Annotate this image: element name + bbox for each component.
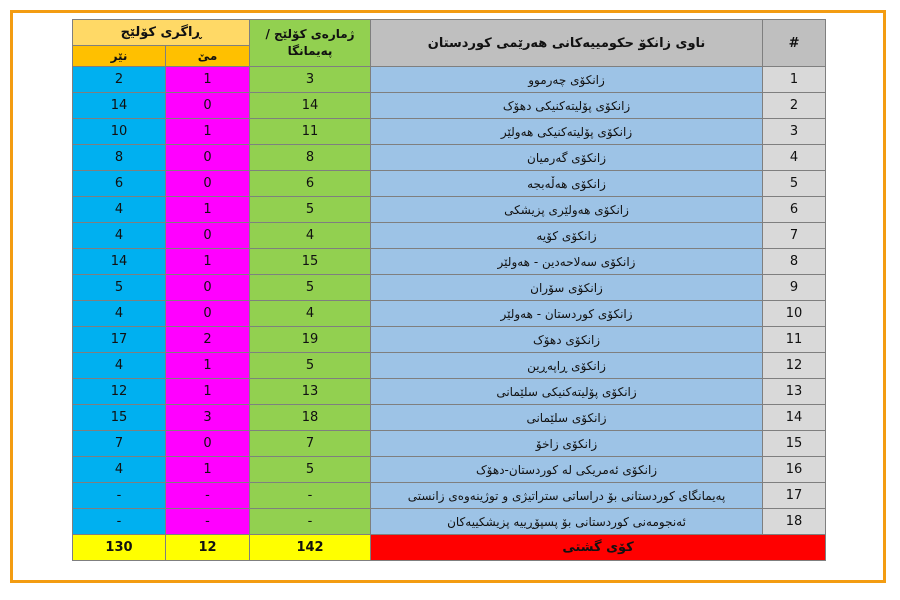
university-name-cell: زانکۆی سلێمانی [371, 405, 763, 431]
row-number-cell: 8 [763, 249, 826, 275]
table-row [73, 431, 826, 457]
female-cell: 0 [166, 171, 250, 197]
male-cell: 4 [73, 197, 166, 223]
table-row [73, 223, 826, 249]
row-number-cell: 10 [763, 301, 826, 327]
row-number-cell: 18 [763, 509, 826, 535]
male-cell: 4 [73, 301, 166, 327]
female-cell: 0 [166, 93, 250, 119]
row-number-cell: 17 [763, 483, 826, 509]
count-cell: 3 [250, 67, 371, 93]
count-cell: 15 [250, 249, 371, 275]
totals-row [73, 535, 826, 561]
table-row [73, 119, 826, 145]
row-number-cell: 3 [763, 119, 826, 145]
female-cell: 0 [166, 223, 250, 249]
row-number-cell: 2 [763, 93, 826, 119]
male-cell: 17 [73, 327, 166, 353]
row-number-cell: 15 [763, 431, 826, 457]
female-cell: - [166, 483, 250, 509]
row-number-cell: 1 [763, 67, 826, 93]
male-cell: 4 [73, 353, 166, 379]
table-row [73, 301, 826, 327]
table-row [73, 457, 826, 483]
university-name-cell: زانکۆی دهۆک [371, 327, 763, 353]
row-number-cell: 16 [763, 457, 826, 483]
university-name-cell: زانکۆی پۆلیتەکنیکی هەولێر [371, 119, 763, 145]
table-row [73, 405, 826, 431]
university-name-cell: زانکۆی ڕاپەڕین [371, 353, 763, 379]
university-name-cell: زانکۆی کوردستان - هەولێر [371, 301, 763, 327]
female-cell: 1 [166, 67, 250, 93]
female-cell: 0 [166, 431, 250, 457]
female-cell: 1 [166, 249, 250, 275]
female-cell: 1 [166, 457, 250, 483]
female-cell: 1 [166, 379, 250, 405]
count-cell: 19 [250, 327, 371, 353]
count-cell: 11 [250, 119, 371, 145]
male-cell: 10 [73, 119, 166, 145]
university-name-cell: زانکۆی پۆلیتەکنیکی سلێمانی [371, 379, 763, 405]
university-name-cell: زانکۆی پۆلیتەکنیکی دهۆک [371, 93, 763, 119]
total-label: کۆی گشتی [371, 535, 826, 561]
university-name-cell: زانکۆی کۆیە [371, 223, 763, 249]
count-cell: 5 [250, 457, 371, 483]
count-cell: 4 [250, 223, 371, 249]
table-row [73, 327, 826, 353]
count-cell: 4 [250, 301, 371, 327]
male-cell: - [73, 483, 166, 509]
university-name-cell: زانکۆی سەلاحەدین - هەولێر [371, 249, 763, 275]
female-cell: 0 [166, 301, 250, 327]
table-row [73, 171, 826, 197]
row-number-cell: 11 [763, 327, 826, 353]
male-cell: - [73, 509, 166, 535]
header-students-group: ڕاگری کۆلێج [73, 20, 250, 46]
female-cell: 0 [166, 145, 250, 171]
male-cell: 4 [73, 457, 166, 483]
university-name-cell: زانکۆی هەڵەبجە [371, 171, 763, 197]
row-number-cell: 5 [763, 171, 826, 197]
header-count: ژمارەی کۆلێج / پەیمانگا [250, 20, 371, 67]
header-row [73, 20, 826, 46]
row-number-cell: 4 [763, 145, 826, 171]
table-row [73, 353, 826, 379]
male-cell: 4 [73, 223, 166, 249]
count-cell: - [250, 509, 371, 535]
male-cell: 2 [73, 67, 166, 93]
row-number-cell: 6 [763, 197, 826, 223]
row-number-cell: 9 [763, 275, 826, 301]
university-name-cell: زانکۆی هەولێری پزیشکی [371, 197, 763, 223]
male-cell: 7 [73, 431, 166, 457]
male-cell: 6 [73, 171, 166, 197]
university-name-cell: پەیمانگای کوردستانی بۆ دراساتی ستراتیژی و توژینەوەی زانستی [371, 483, 763, 509]
male-cell: 12 [73, 379, 166, 405]
male-cell: 14 [73, 93, 166, 119]
table-row [73, 275, 826, 301]
count-cell: 13 [250, 379, 371, 405]
female-cell: 2 [166, 327, 250, 353]
count-cell: - [250, 483, 371, 509]
table-row [73, 93, 826, 119]
header-name: ناوی زانکۆ حکومییەکانی هەرێمی کوردستان [371, 20, 763, 67]
count-cell: 5 [250, 197, 371, 223]
count-cell: 6 [250, 171, 371, 197]
header-female: مێ [166, 46, 250, 67]
total-male: 130 [73, 535, 166, 561]
university-name-cell: ئەنجومەنی کوردستانی بۆ پسپۆڕییە پزیشکییەکان [371, 509, 763, 535]
female-cell: 1 [166, 353, 250, 379]
table-row [73, 249, 826, 275]
university-name-cell: زانکۆی گەرمیان [371, 145, 763, 171]
row-number-cell: 13 [763, 379, 826, 405]
universities-table [72, 19, 826, 561]
total-female: 12 [166, 535, 250, 561]
male-cell: 5 [73, 275, 166, 301]
count-cell: 7 [250, 431, 371, 457]
count-cell: 18 [250, 405, 371, 431]
count-cell: 14 [250, 93, 371, 119]
row-number-cell: 12 [763, 353, 826, 379]
table-row [73, 509, 826, 535]
university-name-cell: زانکۆی ئەمریکی لە کوردستان-دهۆک [371, 457, 763, 483]
count-cell: 5 [250, 275, 371, 301]
header-male: نێر [73, 46, 166, 67]
university-name-cell: زانکۆی سۆران [371, 275, 763, 301]
male-cell: 15 [73, 405, 166, 431]
total-count: 142 [250, 535, 371, 561]
female-cell: - [166, 509, 250, 535]
female-cell: 1 [166, 197, 250, 223]
male-cell: 14 [73, 249, 166, 275]
male-cell: 8 [73, 145, 166, 171]
table-row [73, 67, 826, 93]
female-cell: 1 [166, 119, 250, 145]
row-number-cell: 14 [763, 405, 826, 431]
university-name-cell: زانکۆی چەرموو [371, 67, 763, 93]
table-row [73, 197, 826, 223]
count-cell: 8 [250, 145, 371, 171]
row-number-cell: 7 [763, 223, 826, 249]
female-cell: 0 [166, 275, 250, 301]
table-row [73, 483, 826, 509]
count-cell: 5 [250, 353, 371, 379]
female-cell: 3 [166, 405, 250, 431]
table-body [73, 67, 826, 535]
university-name-cell: زانکۆی زاخۆ [371, 431, 763, 457]
table-row [73, 379, 826, 405]
header-number: # [763, 20, 826, 67]
table-row [73, 145, 826, 171]
